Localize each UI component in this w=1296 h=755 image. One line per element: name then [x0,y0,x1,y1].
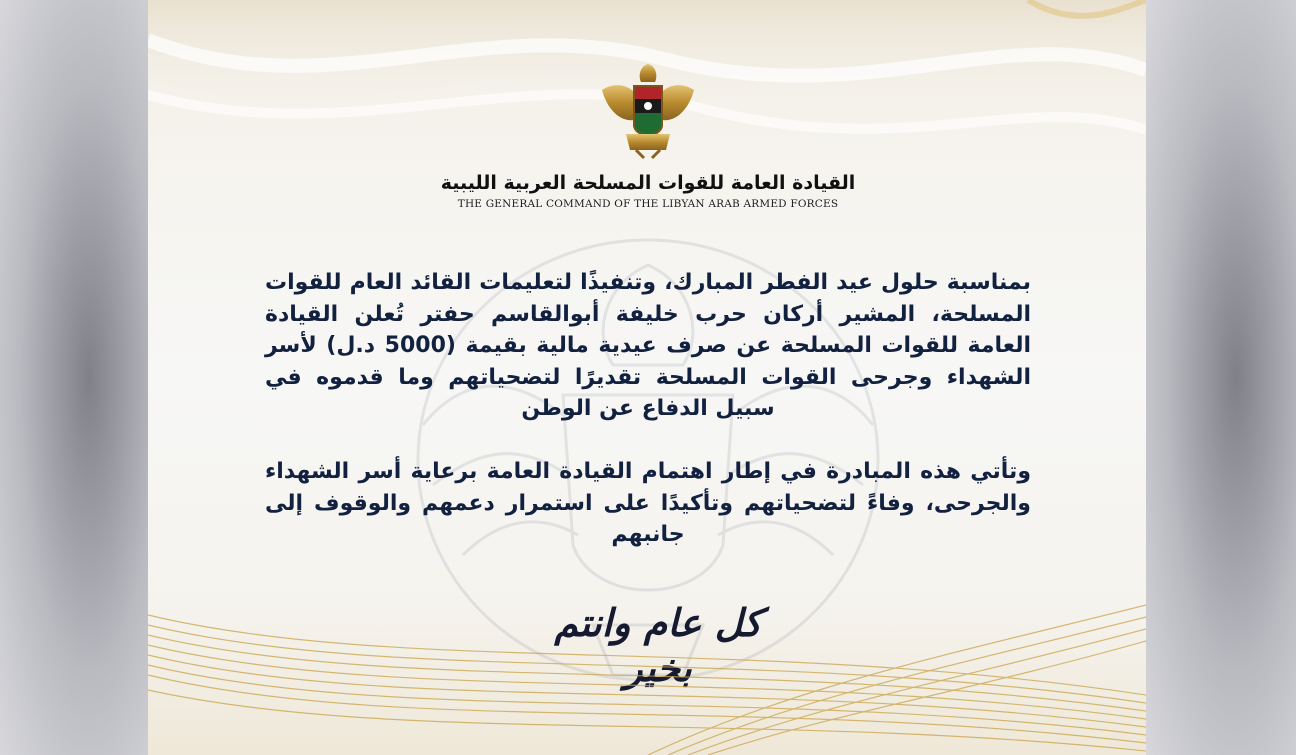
eid-greeting-calligraphy: كل عام وانتم بخير [554,600,762,690]
gold-wave-decoration [148,595,1146,755]
eagle-emblem-icon [600,60,696,160]
org-name-english: THE GENERAL COMMAND OF THE LIBYAN ARAB ARMED FORCES [457,198,839,210]
left-blurred-backdrop [0,0,148,755]
announcement-paragraph-2: وتأتي هذه المبادرة في إطار اهتمام القيادة العامة برعاية أسر الشهداء والجرحى، وفاءً لتضحياتهم وتأكيدًا على استمرار دعمهم والوقوف إلى جانبهم [265,459,1031,547]
announcement-paragraph-1: بمناسبة حلول عيد الفطر المبارك، وتنفيذًا لتعليمات القائد العام للقوات المسلحة، المشير أركان حرب خليفة أبوالقاسم حفتر تُعلن القيادة العامة للقوات المسلحة عن صرف عيدية مالية بقيمة (5000 د.ل) لأسر الشهداء وجرحى القوات المسلحة تقديرًا لتضحياتهم وما قدموه في سبيل الدفاع عن الوطن [265,270,1031,421]
announcement-card [148,0,1146,755]
org-name-arabic: القيادة العامة للقوات المسلحة العربية الليبية [440,172,856,194]
right-blurred-backdrop [1146,0,1296,755]
